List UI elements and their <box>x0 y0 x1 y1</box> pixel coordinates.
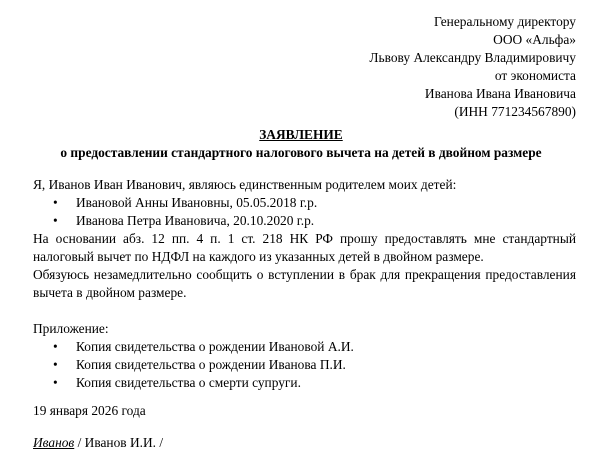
list-item <box>33 194 576 212</box>
addressee-line: ООО «Альфа» <box>493 32 576 47</box>
bullet-icon: • <box>53 213 58 228</box>
obligation-paragraph: Обязуюсь незамедлительно сообщить о вступлении в брак для прекращения предоставления вычета в двойном размере. <box>33 267 576 300</box>
request-paragraph: На основании абз. 12 пп. 4 п. 1 ст. 218 НК РФ прошу предоставлять мне стандартный налоговый вычет по НДФЛ на каждого из указанных детей в двойном размере. <box>33 231 576 264</box>
child-entry: Ивановой Анны Ивановны, 05.05.2018 г.р. <box>76 195 318 210</box>
bullet-icon: • <box>53 195 58 210</box>
addressee-line: (ИНН 771234567890) <box>454 104 576 119</box>
document-date: 19 января 2026 года <box>33 403 146 418</box>
list-item <box>33 338 576 356</box>
bullet-icon: • <box>53 375 58 390</box>
bullet-icon: • <box>53 339 58 354</box>
list-item <box>33 212 576 230</box>
document-body <box>33 176 576 392</box>
list-item <box>33 374 576 392</box>
addressee-line: Иванова Ивана Ивановича <box>424 86 576 101</box>
addressee-line: Генеральному директору <box>434 14 576 29</box>
bullet-icon: • <box>53 357 58 372</box>
signature-separator: / <box>156 435 164 450</box>
signature-line <box>33 434 163 452</box>
signature-printed-name: Иванов И.И. <box>84 435 156 450</box>
addressee-line: от экономиста <box>494 68 576 83</box>
signature-separator: / <box>74 435 85 450</box>
attachment-entry: Копия свидетельства о рождении Иванова П.И. <box>76 357 346 372</box>
attachments-list <box>33 338 576 392</box>
list-item <box>33 356 576 374</box>
addressee-line: Львову Александру Владимировичу <box>369 50 576 65</box>
attachment-entry: Копия свидетельства о рождении Ивановой А.И. <box>76 339 354 354</box>
document-subtitle: о предоставлении стандартного налогового вычета на детей в двойном размере <box>60 145 542 160</box>
document-title: ЗАЯВЛЕНИЕ <box>259 127 343 142</box>
addressee-block <box>369 13 576 121</box>
children-list <box>33 194 576 230</box>
attachment-entry: Копия свидетельства о смерти супруги. <box>76 375 301 390</box>
attachments-label: Приложение: <box>33 321 109 336</box>
spacer <box>33 302 576 320</box>
child-entry: Иванова Петра Ивановича, 20.10.2020 г.р. <box>76 213 315 228</box>
document-title-block <box>0 126 602 162</box>
intro-paragraph: Я, Иванов Иван Иванович, являюсь единственным родителем моих детей: <box>33 177 457 192</box>
signature-handwritten: Иванов <box>33 435 75 450</box>
